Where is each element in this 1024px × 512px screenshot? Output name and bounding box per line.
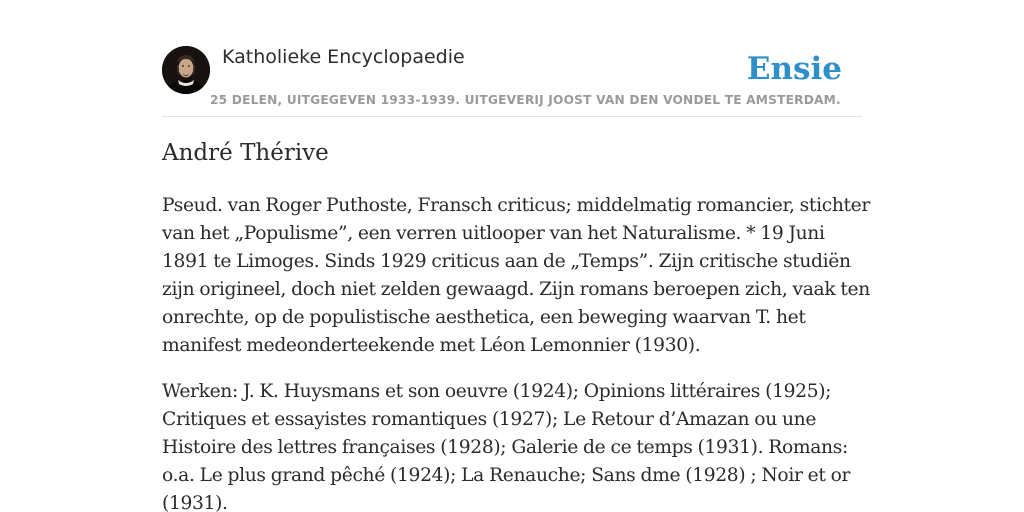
portrait-icon[interactable]: [162, 46, 210, 94]
site-header: [162, 46, 862, 117]
article-title: André Thérive: [162, 140, 329, 166]
site-title-link[interactable]: Katholieke Encyclopaedie: [222, 46, 465, 68]
article-paragraph-bio: Pseud. van Roger Puthoste, Fransch criticus; middelmatig romancier, stichter van het „Populisme”, een verren uitlooper van het Naturalisme. * 19 Juni 1891 te Limoges. Sinds 1929 criticus aan de „Temps”. Zijn critische studiën zijn origineel, doch niet zelden gewaagd. Zijn romans beroepen zich, vaak ten onrechte, op de populistische aesthetica, een beweging waarvan T. het manifest medeonderteekende met Léon Lemonnier (1930).: [162, 195, 870, 356]
brand-logo-link[interactable]: Ensie: [746, 51, 842, 87]
article-paragraph-works: Werken: J. K. Huysmans et son oeuvre (1924); Opinions littéraires (1925); Critiques et essayistes romantiques (1927); Le Retour d’Amazan ou une Histoire des lettres françaises (1928); Galerie de ce temps (1931). Romans: o.a. Le plus grand pêché (1924); La Renauche; Sans dme (1928) ; Noir et or (1931).: [162, 381, 851, 512]
article-body: [162, 192, 872, 512]
site-subtitle: 25 DELEN, UITGEGEVEN 1933-1939. UITGEVERIJ JOOST VAN DEN VONDEL TE AMSTERDAM.: [210, 93, 841, 107]
